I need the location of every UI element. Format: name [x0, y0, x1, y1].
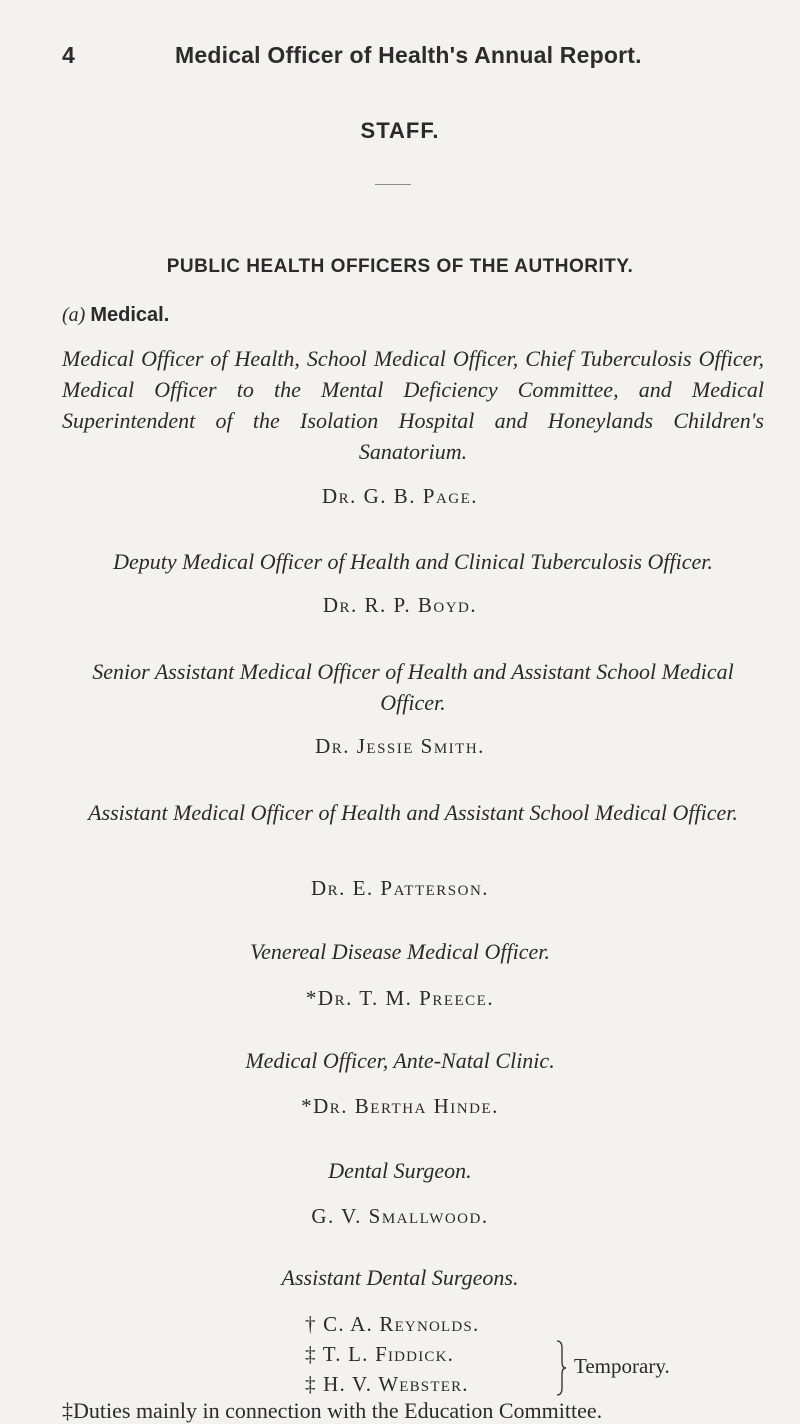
entry-name: Dr. G. B. Page. — [321, 484, 479, 508]
page-number: 4 — [62, 42, 75, 68]
entry-name: Dr. Jessie Smith. — [315, 734, 485, 758]
list-item: ‡ T. L. Fiddick. — [305, 1342, 455, 1366]
brace-icon — [556, 1340, 566, 1396]
section-heading: PUBLIC HEALTH OFFICERS OF THE AUTHORITY. — [166, 256, 634, 277]
footnote: ‡Duties mainly in connection with the Education Committee. — [62, 1398, 603, 1423]
assistant-dental-list — [305, 1309, 479, 1399]
entry-role: Medical Officer, Ante-Natal Clinic. — [245, 1048, 555, 1073]
staff-heading: STAFF. — [360, 118, 440, 143]
list-item: † C. A. Reynolds. — [305, 1312, 480, 1336]
entry-name: *Dr. Bertha Hinde. — [301, 1094, 499, 1118]
list-item: ‡ H. V. Webster. — [305, 1372, 469, 1396]
entry-role: Medical Officer of Health, School Medical Officer, Chief Tuberculosis Officer, Medical Officer to the Mental Deficiency Committee, and Medical Superintendent of the Isolation Hospital and Honeylands Children's Sanatorium. — [62, 346, 764, 464]
subsection-marker: (a) — [62, 304, 86, 326]
entry-role: Dental Surgeon. — [328, 1158, 472, 1183]
entry-name: *Dr. T. M. Preece. — [305, 986, 495, 1010]
subsection-label: Medical. — [90, 304, 170, 326]
entry-name: Dr. R. P. Boyd. — [322, 593, 478, 617]
entry-role: Senior Assistant Medical Officer of Health and Assistant School Medical Officer. — [92, 659, 734, 715]
divider — [375, 184, 411, 185]
subsection-heading — [62, 304, 169, 327]
temporary-label: Temporary. — [574, 1354, 670, 1378]
entry-role: Assistant Medical Officer of Health and Assistant School Medical Officer. — [88, 800, 738, 825]
entry-role: Deputy Medical Officer of Health and Clinical Tuberculosis Officer. — [113, 549, 713, 574]
entry-role: Assistant Dental Surgeons. — [281, 1265, 519, 1290]
page-header — [0, 42, 800, 82]
entry-role: Venereal Disease Medical Officer. — [250, 939, 550, 964]
entry-name: Dr. E. Patterson. — [310, 876, 490, 900]
entry-name: G. V. Smallwood. — [311, 1204, 489, 1228]
report-title: Medical Officer of Health's Annual Report. — [175, 42, 642, 68]
